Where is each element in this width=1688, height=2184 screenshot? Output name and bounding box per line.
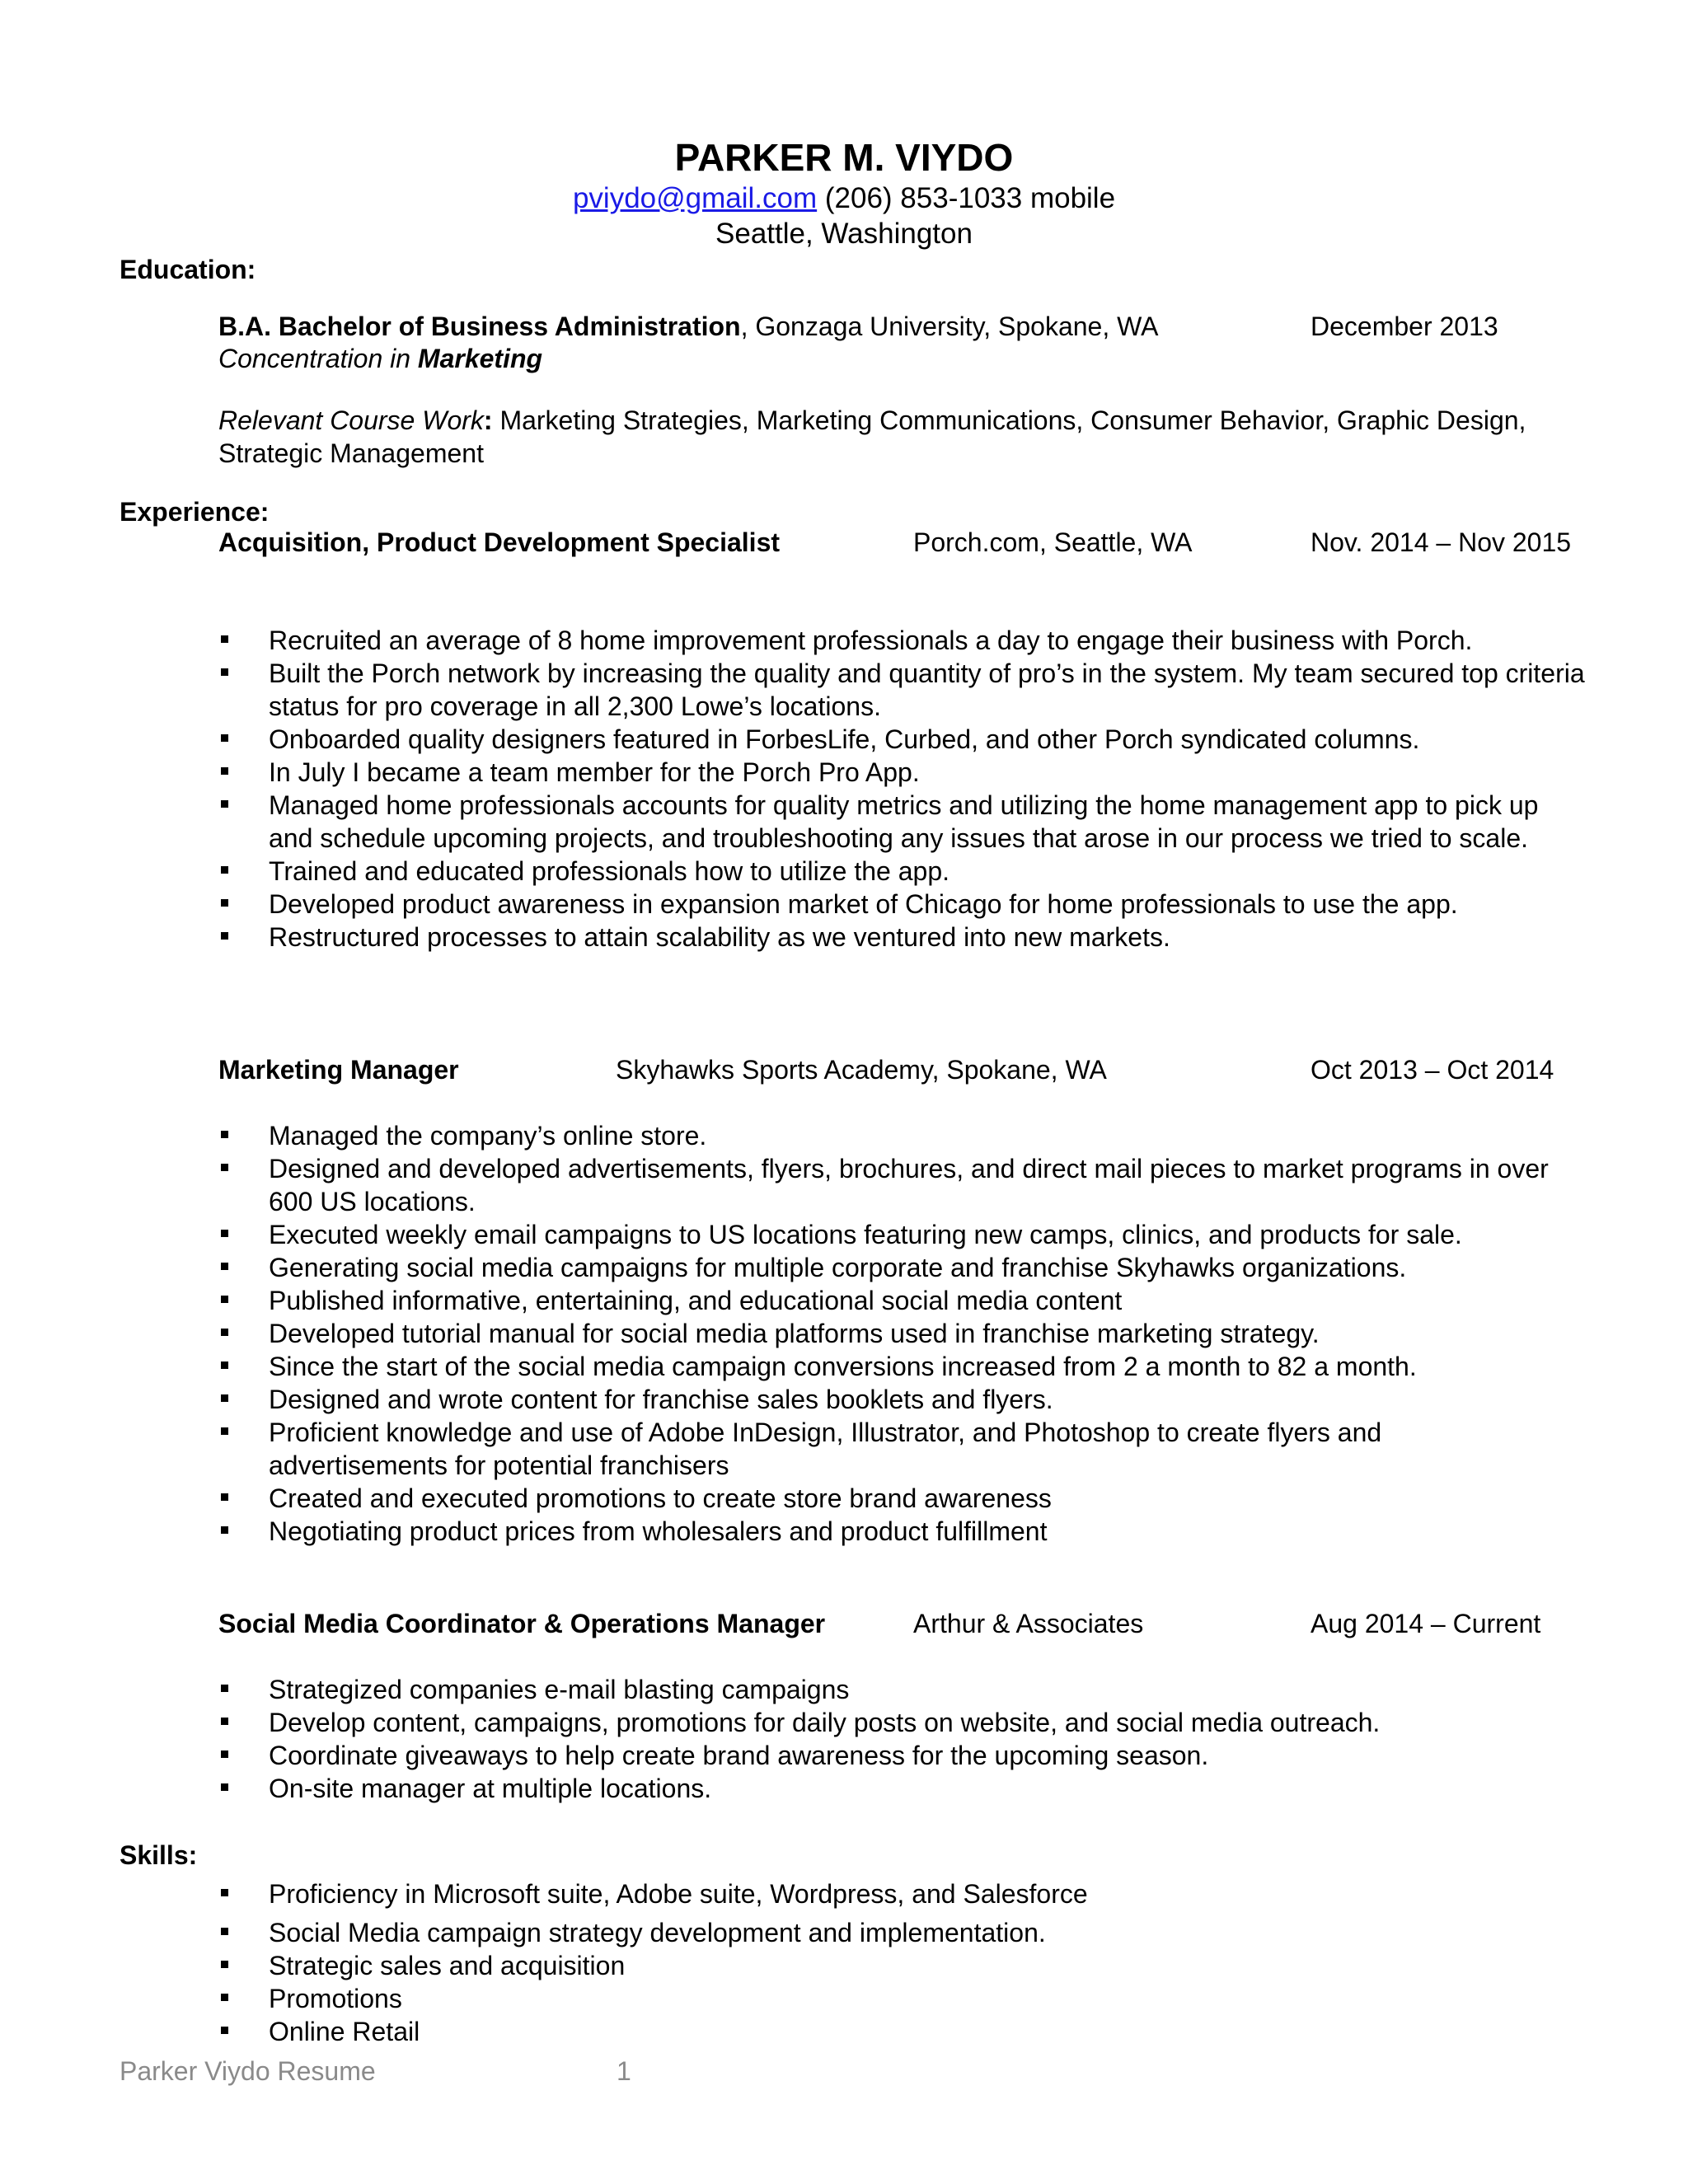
- job-bullets-skyhawks: [218, 1119, 1554, 1548]
- job-title: Marketing Manager: [218, 1055, 459, 1085]
- list-item: Trained and educated professionals how to utilize the app.: [218, 855, 1587, 888]
- degree-school: , Gonzaga University, Spokane, WA: [740, 312, 1159, 341]
- coursework-label: Relevant Course Work: [218, 405, 484, 435]
- list-item: Develop content, campaigns, promotions for daily posts on website, and social media outreach.: [218, 1706, 1587, 1739]
- job-bullets-arthur: [218, 1673, 1587, 1805]
- phone-number: (206) 853-1033 mobile: [824, 182, 1116, 214]
- candidate-name: PARKER M. VIYDO: [674, 136, 1014, 179]
- degree-line: [218, 310, 1158, 343]
- job-dates: Oct 2013 – Oct 2014: [1311, 1055, 1554, 1085]
- list-item: Recruited an average of 8 home improvement professionals a day to engage their business with Porch.: [218, 624, 1587, 657]
- page-number: 1: [617, 2056, 631, 2086]
- list-item: Managed the company’s online store.: [218, 1119, 1554, 1152]
- job-title: Acquisition, Product Development Specialist: [218, 527, 781, 557]
- list-item: Strategic sales and acquisition: [218, 1949, 1587, 1982]
- coursework-list: Marketing Strategies, Marketing Communications, Consumer Behavior, Graphic Design,: [492, 405, 1526, 435]
- list-item: Designed and wrote content for franchise sales booklets and flyers.: [218, 1383, 1554, 1416]
- job-company: Skyhawks Sports Academy, Spokane, WA: [616, 1055, 1107, 1085]
- list-item: Created and executed promotions to create store brand awareness: [218, 1482, 1554, 1515]
- list-item: Managed home professionals accounts for quality metrics and utilizing the home management app to pick up and schedule upcoming projects, and troubleshooting any issues that arose in our process we tried to scale.: [218, 789, 1587, 855]
- list-item: Published informative, entertaining, and educational social media content: [218, 1284, 1554, 1317]
- degree-title: B.A. Bachelor of Business Administration: [218, 312, 741, 341]
- coursework-line: [218, 404, 1526, 437]
- concentration-prefix: Concentration in: [218, 344, 418, 373]
- job-company: Arthur & Associates: [913, 1609, 1144, 1638]
- list-item: Generating social media campaigns for multiple corporate and franchise Skyhawks organizations.: [218, 1251, 1554, 1284]
- coursework-continued: Strategic Management: [218, 438, 484, 468]
- list-item: Since the start of the social media campaign conversions increased from 2 a month to 82 a month.: [218, 1350, 1554, 1383]
- list-item: Proficient knowledge and use of Adobe InDesign, Illustrator, and Photoshop to create flyers and advertisements for potential franchisers: [218, 1416, 1554, 1482]
- coursework-colon: :: [483, 405, 493, 435]
- list-item: Strategized companies e-mail blasting campaigns: [218, 1673, 1587, 1706]
- location: Seattle, Washington: [715, 218, 973, 250]
- skills-list: [218, 1877, 1587, 2048]
- education-heading: Education:: [120, 255, 256, 284]
- list-item: Executed weekly email campaigns to US locations featuring new camps, clinics, and products for sale.: [218, 1218, 1554, 1251]
- job-dates: Aug 2014 – Current: [1311, 1609, 1541, 1638]
- experience-heading: Experience:: [120, 497, 270, 527]
- concentration-subject: Marketing: [417, 344, 543, 373]
- list-item: On-site manager at multiple locations.: [218, 1772, 1587, 1805]
- list-item: In July I became a team member for the Porch Pro App.: [218, 756, 1587, 789]
- email-link[interactable]: pviydo@gmail.com: [572, 182, 818, 214]
- resume-header: [0, 134, 1688, 252]
- concentration-line: [218, 342, 542, 375]
- job-title: Social Media Coordinator & Operations Manager: [218, 1609, 826, 1638]
- contact-line: [0, 181, 1688, 216]
- job-bullets-porch: [218, 624, 1587, 954]
- job-company: Porch.com, Seattle, WA: [913, 527, 1193, 557]
- list-item: Coordinate giveaways to help create brand awareness for the upcoming season.: [218, 1739, 1587, 1772]
- degree-date: December 2013: [1311, 312, 1498, 341]
- list-item: Designed and developed advertisements, flyers, brochures, and direct mail pieces to market programs in over 600 US locations.: [218, 1152, 1554, 1218]
- footer-label: Parker Viydo Resume: [120, 2056, 376, 2086]
- list-item: Developed product awareness in expansion market of Chicago for home professionals to use the app.: [218, 888, 1587, 921]
- list-item: Online Retail: [218, 2015, 1587, 2048]
- skills-heading: Skills:: [120, 1840, 198, 1870]
- list-item: Proficiency in Microsoft suite, Adobe suite, Wordpress, and Salesforce: [218, 1877, 1587, 1910]
- list-item: Developed tutorial manual for social media platforms used in franchise marketing strategy.: [218, 1317, 1554, 1350]
- list-item: Restructured processes to attain scalability as we ventured into new markets.: [218, 921, 1587, 954]
- list-item: Onboarded quality designers featured in ForbesLife, Curbed, and other Porch syndicated columns.: [218, 723, 1587, 756]
- list-item: Promotions: [218, 1982, 1587, 2015]
- job-dates: Nov. 2014 – Nov 2015: [1311, 527, 1572, 557]
- list-item: Negotiating product prices from wholesalers and product fulfillment: [218, 1515, 1554, 1548]
- list-item: Built the Porch network by increasing the quality and quantity of pro’s in the system. My team secured top criteria status for pro coverage in all 2,300 Lowe’s locations.: [218, 657, 1587, 723]
- list-item: Social Media campaign strategy development and implementation.: [218, 1916, 1587, 1949]
